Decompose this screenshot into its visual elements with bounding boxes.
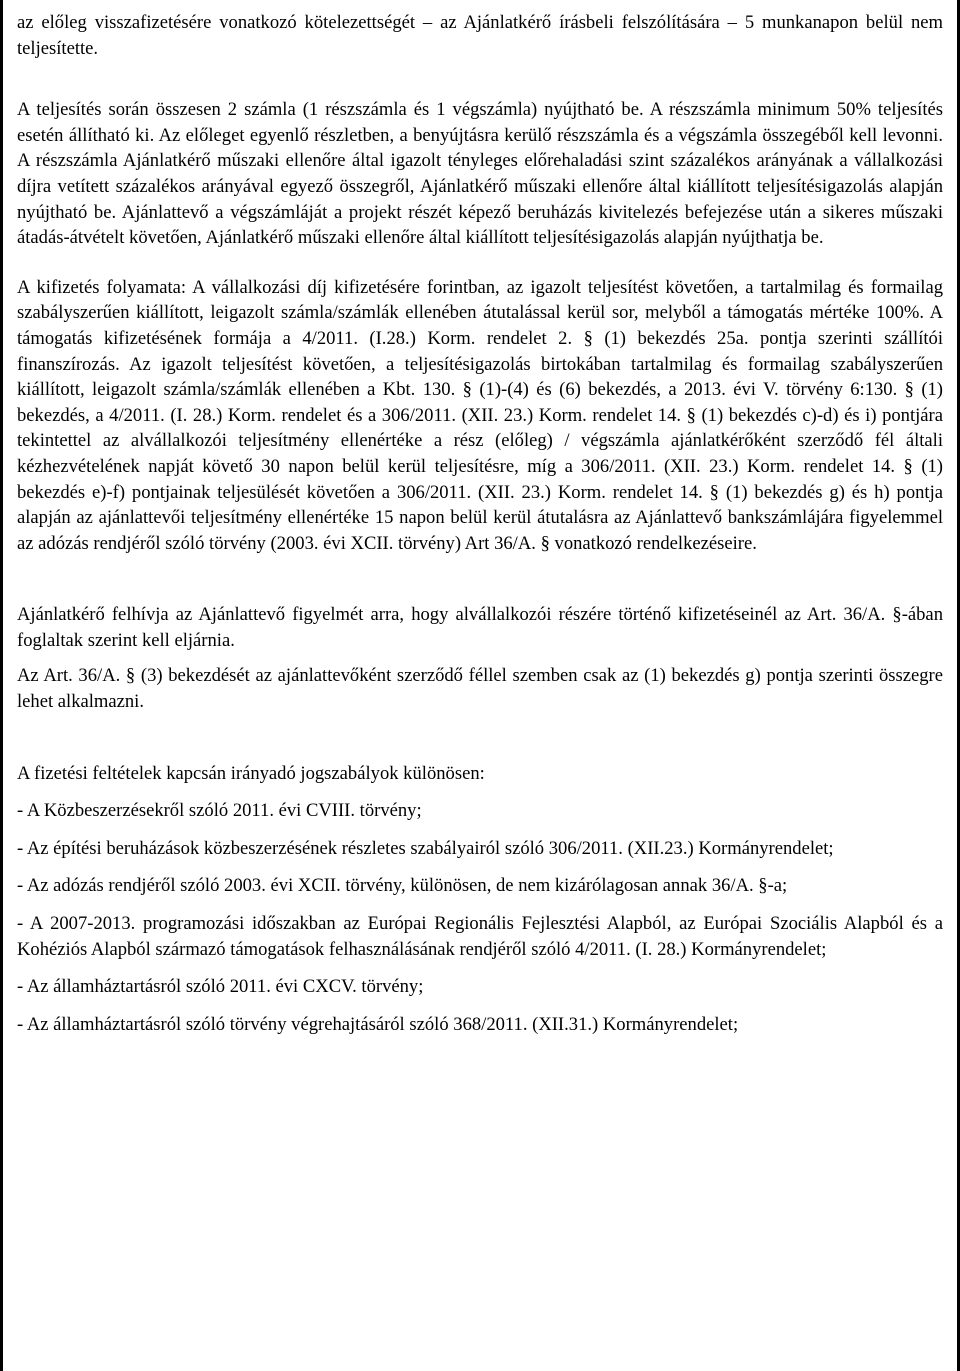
list-item-law: - A 2007-2013. programozási időszakban az Európai Regionális Fejlesztési Alapból, az Európai Szociális Alapból és a Kohéziós Alapból származó támogatások felhasználásának rendjéről szóló 4/2011. (I. 28.) Kormányrendelet; bbox=[17, 913, 943, 960]
spacer bbox=[17, 715, 943, 761]
paragraph-payment-process: A kifizetés folyamata: A vállalkozási díj kifizetésére forintban, az igazolt teljesítést követően, a tartalmilag és formailag szabályszerűen kiállított, leigazolt számla/számlák ellenében átutalással kerül sor, melyből a támogatás mértéke 100%. A támogatás kifizetésének formája a 4/2011. (I.28.) Korm. rendelet 2. § (1) bekezdés 25a. pontja szerinti szállítói finanszírozás. Az igazolt teljesítést követően, a teljesítésigazolás birtokában tartalmilag és formailag szabályszerűen kiállított, leigazolt számla/számlák ellenében a Kbt. 130. § (1)-(4) és (6) bekezdés, a 2013. évi V. törvény 6:130. § (1) bekezdés, a 4/2011. (I. 28.) Korm. rendelet és a 306/2011. (XII. 23.) Korm. rendelet 14. § (1) bekezdés c)-d) és i) pontjára tekintettel az alvállalkozói teljesítmény ellenértéke a rész (előleg) / végszámla ajánlatkérőként szerződő fél általi kézhezvételének napját követő 30 napon belül kerül teljesítésre, míg a 306/2011. (XII. 23.) Korm. rendelet 14. § (1) bekezdés e)-f) pontjainak teljesülését követően a 306/2011. (XII. 23.) Korm. rendelet 14. § (1) bekezdés g) és h) pontja alapján az ajánlattevői teljesítmény ellenértéke 15 napon belül kerül átutalásra az Ajánlattevő bankszámlájára figyelemmel az adózás rendjéről szóló törvény (2003. évi XCII. törvény) Art 36/A. § vonatkozó rendelkezéseire. bbox=[17, 276, 943, 554]
list-item-law: - Az államháztartásról szóló törvény végrehajtásáról szóló 368/2011. (XII.31.) Kormányrendelet; bbox=[17, 1013, 739, 1035]
list-item-law: - Az adózás rendjéről szóló 2003. évi XCII. törvény, különösen, de nem kizárólagosan annak 36/A. §-a; bbox=[17, 875, 788, 897]
list-item-law: - Az államháztartásról szóló 2011. évi CXCV. törvény; bbox=[17, 976, 424, 998]
spacer bbox=[17, 653, 943, 663]
list-item-law: - Az építési beruházások közbeszerzésének részletes szabályairól szóló 306/2011. (XII.23.) Kormányrendelet; bbox=[17, 837, 834, 859]
paragraph-invoices: A teljesítés során összesen 2 számla (1 részszámla és 1 végszámla) nyújtható be. A részszámla minimum 50% teljesítés esetén állítható ki. Az előleget egyenlő részletben, a benyújtásra kerülő részszámla és a végszámla összegéből kell levonni. A részszámla Ajánlatkérő műszaki ellenőre által igazolt tényleges előrehaladási szint százalékos arányának a vállalkozási díjra vetített százalékos arányával egyező összegről, Ajánlatkérő műszaki ellenőre által kiállított teljesítésigazolás alapján nyújtható be. Ajánlattevő a végszámláját a projekt részét képező beruházás kivitelezés befejezése után a sikeres műszaki átadás-átvételt követően, Ajánlatkérő műszaki ellenőre által kiállított teljesítésigazolás alapján nyújthatja be. bbox=[17, 99, 943, 249]
paragraph-advance-repayment: az előleg visszafizetésére vonatkozó kötelezettségét – az Ajánlatkérő írásbeli felszólítására – 5 munkanapon belül nem teljesítette. bbox=[17, 12, 943, 59]
laws-heading: A fizetési feltételek kapcsán irányadó jogszabályok különösen: bbox=[17, 762, 485, 784]
paragraph-subcontractor-notice: Ajánlatkérő felhívja az Ajánlattevő figyelmét arra, hogy alvállalkozói részére történő kifizetéseinél az Art. 36/A. §-ában foglaltak szerint kell eljárnia. bbox=[17, 604, 943, 651]
spacer bbox=[17, 251, 943, 275]
spacer bbox=[17, 556, 943, 602]
list-item-law: - A Közbeszerzésekről szóló 2011. évi CVIII. törvény; bbox=[17, 800, 422, 822]
paragraph-art-36a: Az Art. 36/A. § (3) bekezdését az ajánlattevőként szerződő féllel szemben csak az (1) bekezdés g) pontja szerinti összegre lehet alkalmazni. bbox=[17, 665, 943, 713]
laws-list bbox=[17, 798, 943, 1037]
spacer bbox=[17, 61, 943, 97]
